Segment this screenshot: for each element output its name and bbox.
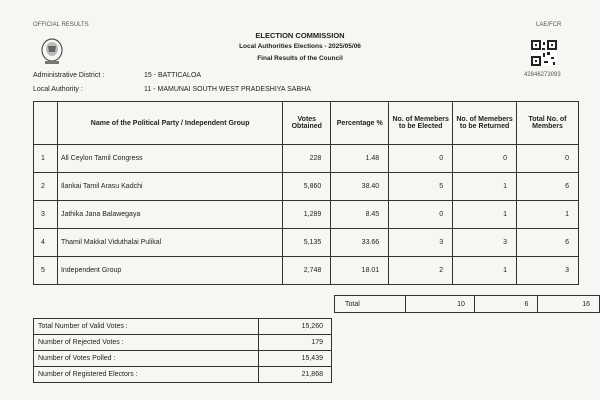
summary-row [34, 367, 332, 383]
percentage-cell: 8.45 [331, 201, 389, 229]
district-value: 15 - BATTICALOA [144, 72, 202, 79]
commission-title: ELECTION COMMISSION [255, 31, 345, 40]
totals-members: 16 [538, 296, 600, 313]
elected-cell: 2 [389, 257, 453, 285]
votes-cell: 1,289 [283, 201, 331, 229]
summary-value: 179 [259, 335, 332, 351]
returned-cell: 1 [453, 201, 517, 229]
elected-cell: 0 [389, 145, 453, 173]
elected-cell: 3 [389, 229, 453, 257]
summary-value: 21,868 [259, 367, 332, 383]
percentage-cell: 1.48 [331, 145, 389, 173]
party-name: Ilankai Tamil Arasu Kadchi [57, 173, 282, 201]
party-name: Thamil Makkal Viduthalai Pulikal [57, 229, 282, 257]
summary-label: Total Number of Valid Votes : [34, 319, 259, 335]
votes-cell: 228 [283, 145, 331, 173]
row-number: 5 [34, 257, 58, 285]
summary-value: 15,260 [259, 319, 332, 335]
election-title: Local Authorities Elections - 2025/05/06 [239, 43, 361, 50]
returned-cell: 1 [453, 257, 517, 285]
row-number: 1 [34, 145, 58, 173]
percentage-cell: 18.01 [331, 257, 389, 285]
votes-cell: 5,860 [283, 173, 331, 201]
authority-label: Local Authority : [33, 86, 83, 93]
totals-returned: 6 [474, 296, 537, 313]
summary-value: 15,439 [259, 351, 332, 367]
official-results-label: OFFICIAL RESULTS [33, 22, 89, 28]
totals-label: Total [335, 296, 406, 313]
returned-cell: 3 [453, 229, 517, 257]
table-row [34, 173, 579, 201]
total-members-cell: 0 [517, 145, 579, 173]
summary-label: Number of Registered Electors : [34, 367, 259, 383]
totals-table [334, 295, 600, 313]
form-code: LAE/FCR [536, 22, 562, 28]
percentage-cell: 33.66 [331, 229, 389, 257]
table-row [34, 145, 579, 173]
elected-cell: 5 [389, 173, 453, 201]
table-row [34, 201, 579, 229]
table-header-row [34, 102, 579, 145]
summary-row [34, 335, 332, 351]
district-label: Administrative District : [33, 72, 105, 79]
table-row [34, 257, 579, 285]
qr-code-icon [531, 40, 557, 66]
row-number: 3 [34, 201, 58, 229]
total-members-cell: 6 [517, 173, 579, 201]
elected-cell: 0 [389, 201, 453, 229]
row-number: 2 [34, 173, 58, 201]
returned-header: No. of Memebers to be Returned [453, 102, 517, 145]
authority-value: 11 - MAMUNAI SOUTH WEST PRADESHIYA SABHA [144, 86, 311, 93]
party-name: Independent Group [57, 257, 282, 285]
elected-header: No. of Memebers to be Elected [389, 102, 453, 145]
party-name: All Ceylon Tamil Congress [57, 145, 282, 173]
summary-row [34, 351, 332, 367]
table-row [34, 229, 579, 257]
serial-header [34, 102, 58, 145]
summary-table [33, 318, 332, 383]
totals-row [335, 296, 600, 313]
summary-label: Number of Votes Polled : [34, 351, 259, 367]
summary-label: Number of Rejected Votes : [34, 335, 259, 351]
votes-cell: 5,135 [283, 229, 331, 257]
party-name: Jathika Jana Balawegaya [57, 201, 282, 229]
totals-elected: 10 [405, 296, 474, 313]
document-number: 42846273093 [524, 72, 561, 78]
returned-cell: 0 [453, 145, 517, 173]
total-members-cell: 6 [517, 229, 579, 257]
row-number: 4 [34, 229, 58, 257]
party-header: Name of the Political Party / Independent Group [57, 102, 282, 145]
summary-row [34, 319, 332, 335]
votes-cell: 2,748 [283, 257, 331, 285]
percentage-header: Percentage % [331, 102, 389, 145]
total-members-cell: 1 [517, 201, 579, 229]
total-members-header: Total No. of Members [517, 102, 579, 145]
percentage-cell: 38.40 [331, 173, 389, 201]
votes-header: Votes Obtained [283, 102, 331, 145]
returned-cell: 1 [453, 173, 517, 201]
total-members-cell: 3 [517, 257, 579, 285]
results-subtitle: Final Results of the Council [257, 55, 343, 62]
results-table [33, 101, 579, 285]
